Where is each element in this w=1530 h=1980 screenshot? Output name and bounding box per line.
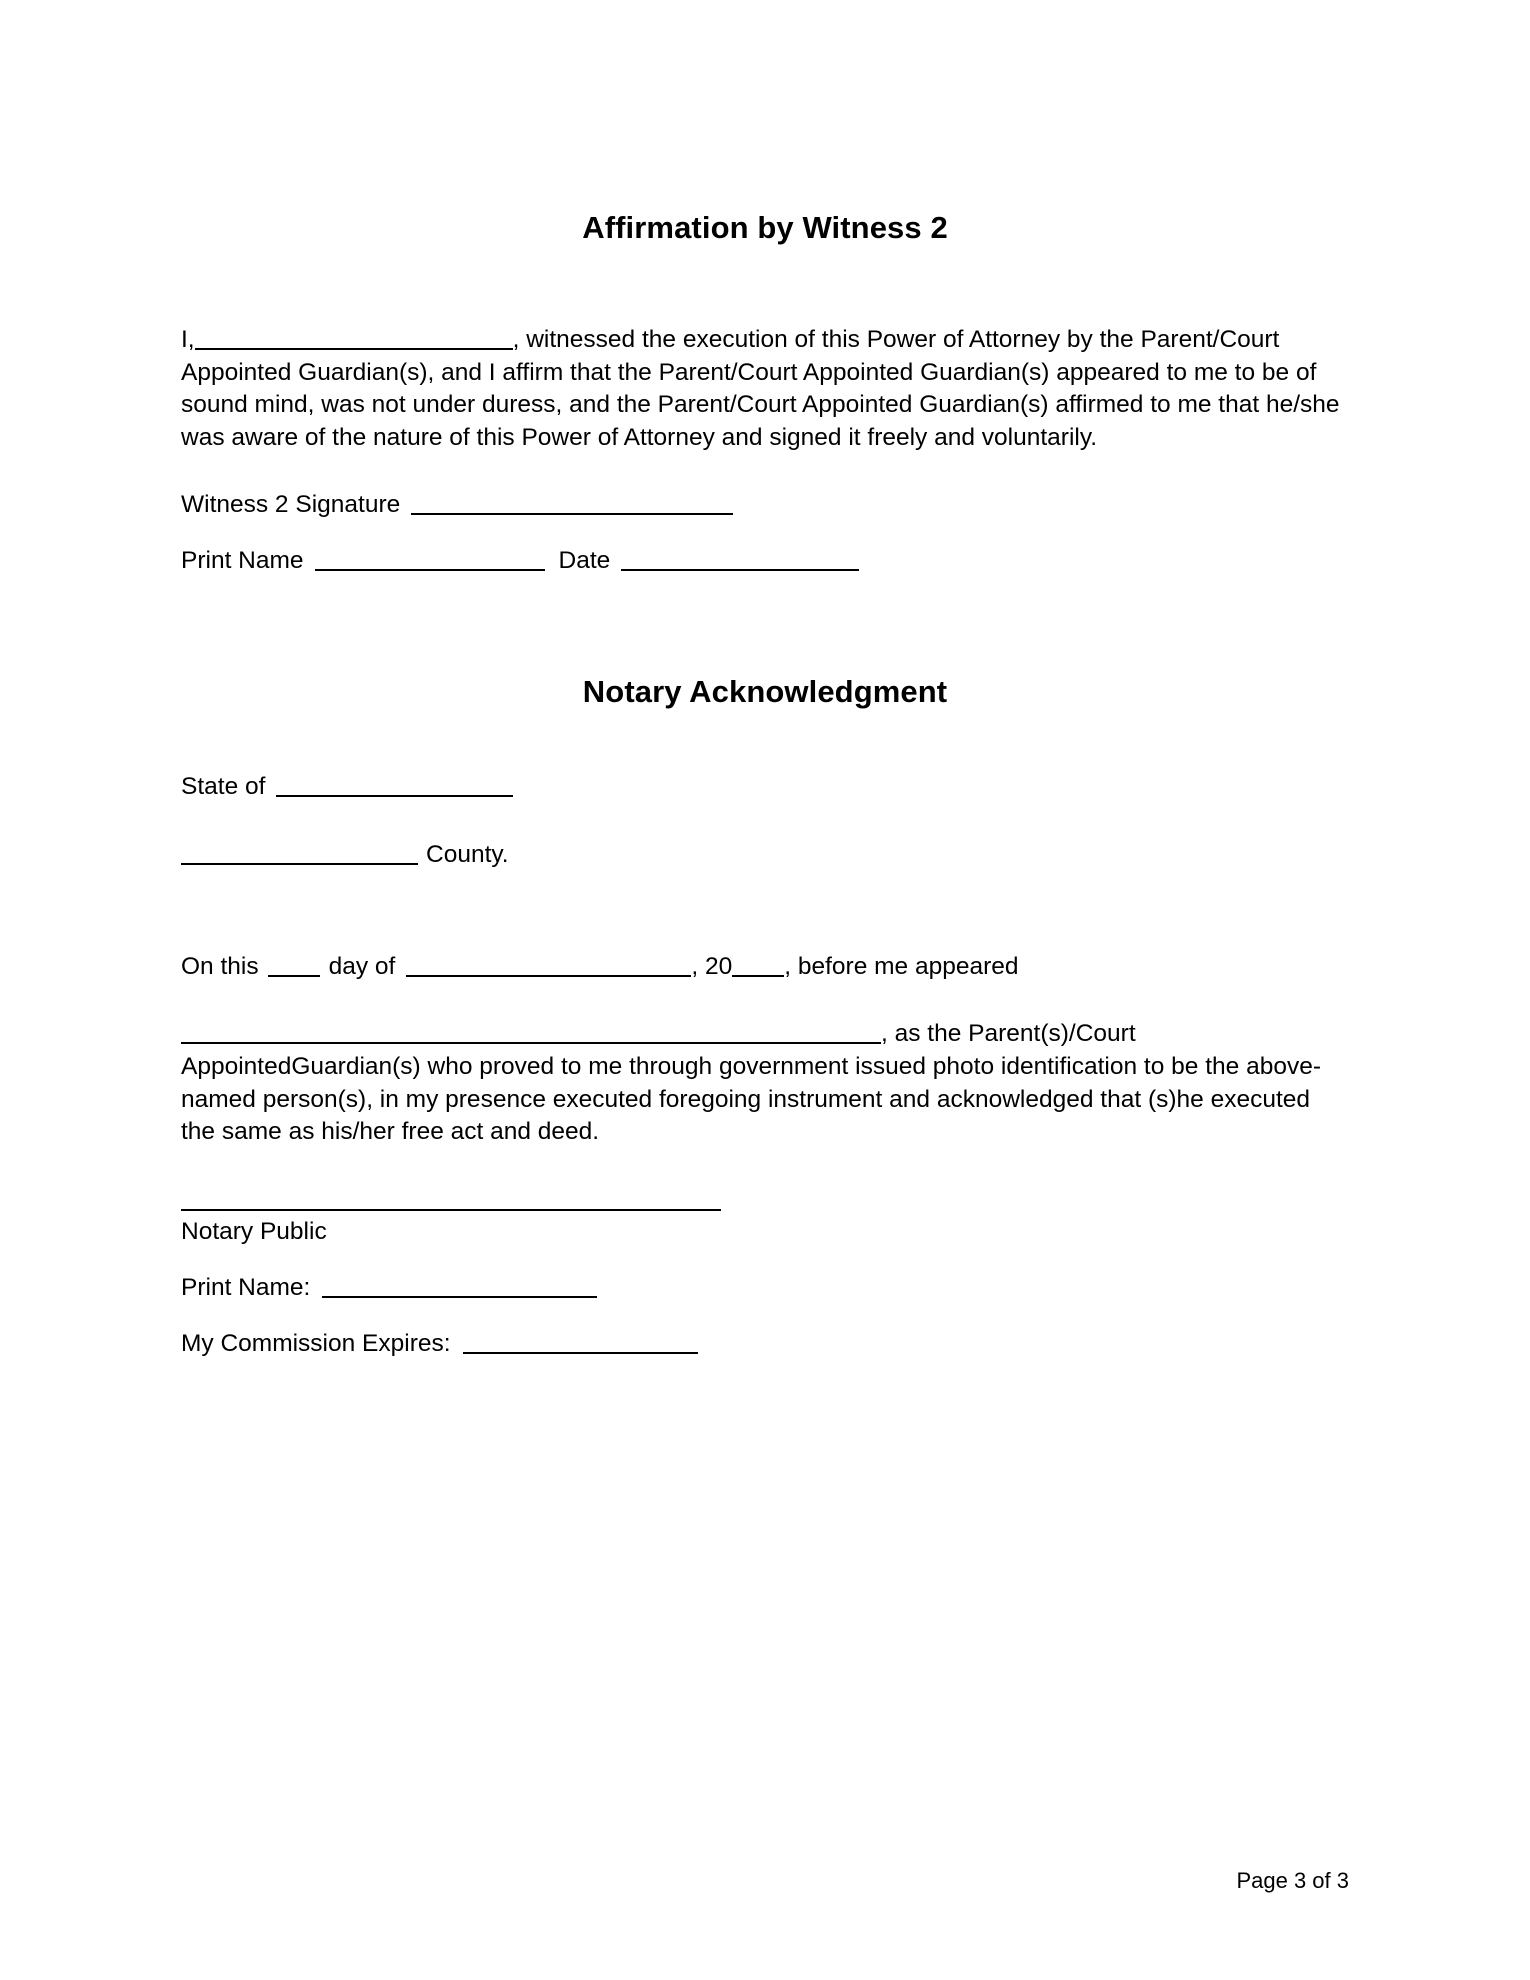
- witness-name-blank[interactable]: [195, 348, 513, 350]
- witness-signature-row: [181, 488, 1349, 522]
- notary-print-name-label: Print Name:: [181, 1273, 311, 1301]
- witness-date-blank[interactable]: [621, 569, 859, 571]
- year-blank[interactable]: [732, 975, 784, 977]
- spacer: [181, 1305, 1349, 1327]
- witness-print-name-blank[interactable]: [315, 569, 545, 571]
- notary-public-row: [181, 1215, 1349, 1249]
- spacer: [181, 246, 1349, 324]
- spacer: [181, 578, 1349, 674]
- witness-date-label: Date: [558, 547, 611, 575]
- month-blank[interactable]: [406, 975, 691, 977]
- spacer: [181, 872, 1349, 950]
- affirmation-paragraph: [181, 324, 1349, 454]
- witness-signature-blank[interactable]: [411, 513, 733, 515]
- spacer: [181, 710, 1349, 770]
- page-title-affirmation-witness-2: Affirmation by Witness 2: [582, 210, 948, 245]
- notary-appearance-paragraph: [181, 1018, 1349, 1148]
- page-title-notary-acknowledgment: Notary Acknowledgment: [582, 674, 948, 710]
- page-content: [181, 210, 1349, 1361]
- before-me-appeared-label: , before me appeared: [784, 953, 1019, 981]
- state-row: [181, 770, 1349, 804]
- notary-body-continuation: Guardian(s) who proved to me through government issued photo identification to be the above-named person(s), in my presence executed foregoing instrument and acknowledged that (s)he executed the same as his/her free act and deed.: [181, 1052, 1321, 1146]
- spacer: [181, 454, 1349, 488]
- spacer: [181, 1149, 1349, 1209]
- on-this-date-row: [181, 950, 1349, 984]
- appeared-suffix: , as the Parent(s)/Court Appointed: [181, 1020, 1136, 1080]
- notary-public-label: Notary Public: [181, 1217, 327, 1245]
- county-blank[interactable]: [181, 863, 418, 865]
- appeared-person-blank[interactable]: [181, 1042, 881, 1044]
- page-footer: Page 3 of 3: [1236, 1868, 1349, 1893]
- county-label: County.: [426, 841, 509, 869]
- commission-expires-row: [181, 1327, 1349, 1361]
- notary-print-name-blank[interactable]: [322, 1296, 597, 1298]
- commission-expires-blank[interactable]: [463, 1352, 698, 1354]
- county-row: [181, 838, 1349, 872]
- on-this-prefix: On this: [181, 953, 259, 981]
- spacer: [181, 1249, 1349, 1271]
- state-label: State of: [181, 773, 266, 801]
- affirmation-intro-body: , witnessed the execution of this Power of Attorney by the Parent/Court Appointed Guardian(s), and I affirm that the Parent/Court Appointed Guardian(s) appeared to me to be of sound mind, was not under duress, and the Parent/Court Appointed Guardian(s) affirmed to me that he/she was aware of the nature of this Power of Attorney and signed it freely and voluntarily.: [181, 326, 1340, 451]
- commission-expires-label: My Commission Expires:: [181, 1329, 451, 1357]
- spacer: [181, 804, 1349, 838]
- witness-print-name-date-row: [181, 544, 1349, 578]
- notary-print-name-row: [181, 1271, 1349, 1305]
- spacer: [181, 522, 1349, 544]
- witness-print-name-label: Print Name: [181, 547, 304, 575]
- affirmation-intro-prefix: I,: [181, 326, 195, 353]
- notary-signature-blank[interactable]: [181, 1209, 721, 1211]
- state-blank[interactable]: [276, 795, 513, 797]
- spacer: [181, 984, 1349, 1018]
- year-prefix: , 20: [691, 953, 733, 981]
- day-of-label: day of: [328, 953, 396, 981]
- witness-signature-label: Witness 2 Signature: [181, 491, 401, 519]
- day-blank[interactable]: [268, 975, 320, 977]
